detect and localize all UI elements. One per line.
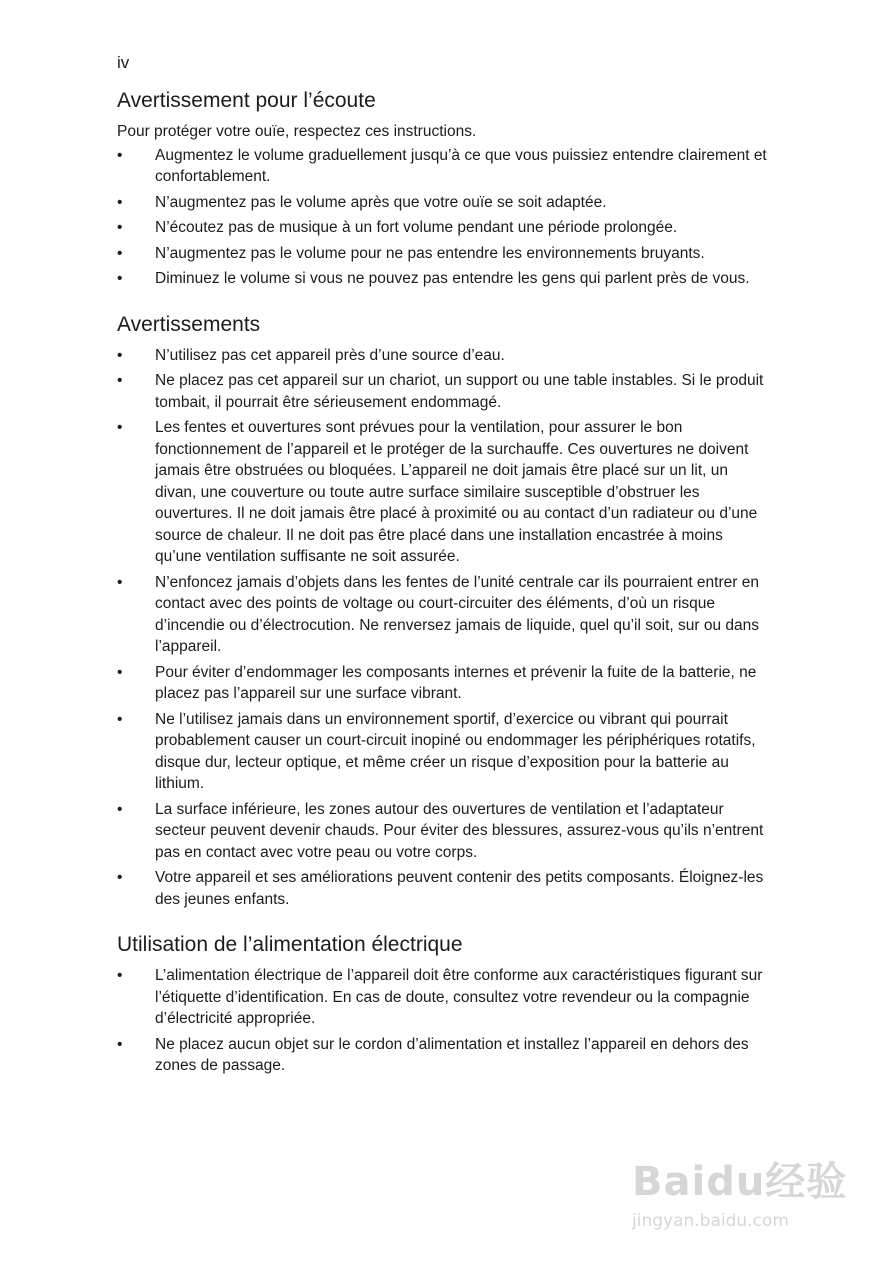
bullet: • [117, 1035, 123, 1053]
bullet: • [117, 193, 123, 211]
warnings-heading: Avertissements [117, 312, 261, 336]
list-item: • Diminuez le volume si vous ne pouvez pas entendre les gens qui parlent près de vous. [117, 268, 767, 290]
power-section [117, 932, 767, 1077]
power-heading: Utilisation de l’alimentation électrique [117, 933, 463, 956]
list-item: • Ne placez pas cet appareil sur un chariot, un support ou une table instables. Si le produit tombait, il pourrait être sérieusement endommagé. [117, 372, 764, 411]
list-item: • N’augmentez pas le volume pour ne pas entendre les environnements bruyants. [117, 243, 767, 265]
bullet: • [117, 419, 123, 436]
list-item: • L’alimentation électrique de l’appareil doit être conforme aux caractéristiques figurant sur l’étiquette d’identification. En cas de doute, consultez votre revendeur ou la compagnie d’électricité appropriée. [117, 967, 763, 1027]
bullet: • [117, 372, 123, 389]
bullet: • [117, 663, 123, 681]
watermark-logo: Baidu经验 [632, 1159, 848, 1205]
bullet: • [117, 270, 123, 287]
bullet: • [117, 219, 123, 236]
list-item: • La surface inférieure, les zones autour des ouvertures de ventilation et l’adaptateur secteur peuvent devenir chauds. Pour éviter des blessures, assurez-vous qu’ils n’entrent pas en contact avec votre peau ou votre corps. [117, 800, 764, 861]
warnings-section [117, 312, 767, 911]
list-item: • Les fentes et ouvertures sont prévues pour la ventilation, pour assurer le bon fonctionnement de l’appareil et le protéger de la surchauffe. Ces ouvertures ne doivent jamais être obstruées ou bloquées. L’appareil ne doit jamais être placé sur un lit, un divan, une couverture ou toute autre surface similaire susceptible d’obstruer les ouvertures. Il ne doit jamais être placé à proximité ou au contact d’un radiateur ou d’une source de chaleur. Il ne doit pas être placé dans une installation encastrée à moins qu’une ventilation suffisante ne soit assurée. [117, 419, 758, 565]
listening-intro: Pour protéger votre ouïe, respectez ces instructions. [117, 123, 477, 140]
list-item: • Ne placez aucun objet sur le cordon d’alimentation et installez l’appareil en dehors des zones de passage. [117, 1035, 749, 1074]
listening-section [117, 88, 767, 290]
bullet: • [117, 244, 123, 262]
list-item: • N’utilisez pas cet appareil près d’une source d’eau. [117, 345, 767, 367]
bullet: • [117, 800, 123, 818]
listening-heading: Avertissement pour l’écoute [117, 89, 376, 112]
bullet: • [117, 869, 123, 886]
power-list [117, 965, 767, 1077]
bullet: • [117, 146, 123, 164]
watermark-url: jingyan.baidu.com [632, 1211, 789, 1231]
bullet: • [117, 573, 123, 591]
list-item: • N’augmentez pas le volume après que votre ouïe se soit adaptée. [117, 192, 767, 214]
list-item: • Augmentez le volume graduellement jusqu’à ce que vous puissiez entendre clairement et confortablement. [117, 146, 767, 185]
bullet: • [117, 967, 123, 984]
list-item: • N’enfoncez jamais d’objets dans les fentes de l’unité centrale car ils pourraient entrer en contact avec des points de voltage ou court-circuiter des éléments, d’où un risque d’incendie ou d’électrocution. Ne renversez jamais de liquide, quel qu’il soit, sur ou dans l’appareil. [117, 573, 759, 655]
document-page [117, 52, 767, 1081]
bullet: • [117, 346, 123, 364]
listening-list [117, 145, 767, 290]
list-item: • Pour éviter d’endommager les composants internes et prévenir la fuite de la batterie, ne placez pas l’appareil sur une surface vibrant. [117, 663, 757, 702]
baidu-watermark [632, 1150, 852, 1246]
list-item: • N’écoutez pas de musique à un fort volume pendant une période prolongée. [117, 217, 767, 239]
list-item: • Votre appareil et ses améliorations peuvent contenir des petits composants. Éloignez-les des jeunes enfants. [117, 869, 764, 908]
bullet: • [117, 710, 123, 728]
page-number: iv [117, 53, 130, 72]
list-item: • Ne l’utilisez jamais dans un environnement sportif, d’exercice ou vibrant qui pourrait probablement causer un court-circuit inopiné ou endommager les périphériques rotatifs, disque dur, lecteur optique, et même créer un risque d’exposition pour la batterie au lithium. [117, 710, 756, 792]
warnings-list [117, 345, 767, 911]
